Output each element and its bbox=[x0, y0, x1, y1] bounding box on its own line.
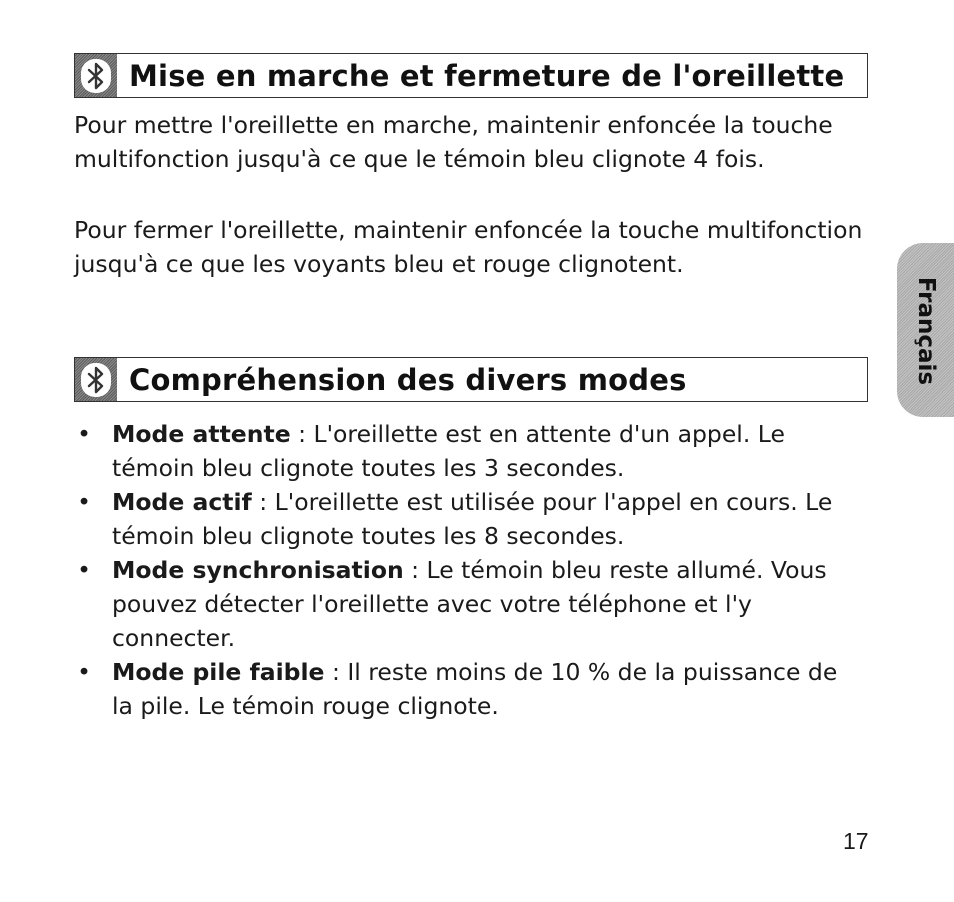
mode-term: Mode pile faible bbox=[112, 658, 325, 686]
list-item bbox=[74, 485, 864, 553]
mode-description: : L'oreillette est utilisée pour l'appel en cours. Le témoin bleu clignote toutes les 8 secondes. bbox=[112, 488, 833, 550]
bullet-icon: • bbox=[77, 420, 91, 448]
section-heading-modes bbox=[74, 357, 868, 402]
bullet-icon: • bbox=[77, 556, 91, 584]
section-heading-power bbox=[74, 53, 868, 98]
list-item bbox=[74, 655, 864, 723]
modes-list bbox=[74, 417, 864, 723]
bullet-icon: • bbox=[77, 488, 91, 516]
mode-term: Mode attente bbox=[112, 420, 291, 448]
mode-term: Mode actif bbox=[112, 488, 252, 516]
list-item bbox=[74, 553, 864, 655]
bluetooth-icon bbox=[75, 358, 117, 401]
bullet-icon: • bbox=[77, 658, 91, 686]
section-title: Compréhension des divers modes bbox=[129, 362, 687, 397]
mode-description: : L'oreillette est en attente d'un appel. Le témoin bleu clignote toutes les 3 secondes. bbox=[112, 420, 785, 482]
mode-term: Mode synchronisation bbox=[112, 556, 404, 584]
page-number: 17 bbox=[843, 828, 869, 854]
paragraph-power-off: Pour fermer l'oreillette, maintenir enfoncée la touche multifonction jusqu'à ce que les voyants bleu et rouge clignotent. bbox=[74, 216, 863, 278]
mode-description: : Le témoin bleu reste allumé. Vous pouvez détecter l'oreillette avec votre téléphone et l'y connecter. bbox=[112, 556, 827, 652]
list-item bbox=[74, 417, 864, 485]
language-tab-label: Français bbox=[913, 276, 939, 386]
bluetooth-icon bbox=[75, 54, 117, 97]
mode-description: : Il reste moins de 10 % de la puissance de la pile. Le témoin rouge clignote. bbox=[112, 658, 838, 720]
paragraph-power-on: Pour mettre l'oreillette en marche, maintenir enfoncée la touche multifonction jusqu'à ce que le témoin bleu clignote 4 fois. bbox=[74, 111, 833, 173]
section-title: Mise en marche et fermeture de l'oreillette bbox=[129, 58, 845, 93]
